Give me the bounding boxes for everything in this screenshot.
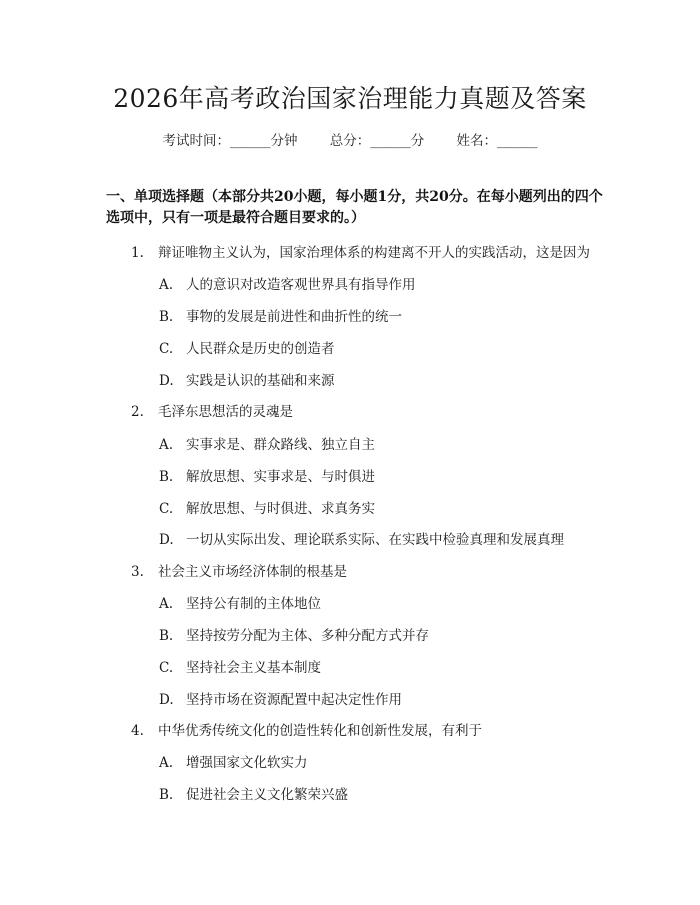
option-letter: B. xyxy=(159,628,174,644)
question-stem: 中华优秀传统文化的创造性转化和创新性发展，有利于 xyxy=(158,723,482,739)
option-text: 增强国家文化软实力 xyxy=(186,755,308,771)
option-4a xyxy=(159,753,308,773)
exam-time-unit: 分钟 xyxy=(270,133,298,149)
option-letter: C. xyxy=(159,341,174,357)
option-1b xyxy=(159,307,402,327)
question-stem: 毛泽东思想活的灵魂是 xyxy=(158,404,293,420)
option-3b xyxy=(159,626,429,646)
option-letter: C. xyxy=(159,660,174,676)
section-heading: 一、单项选择题（本部分共20小题，每小题1分，共20分。在每小题列出的四个选项中，只有一项是最符合题目要求的。） xyxy=(106,189,603,226)
option-2d xyxy=(159,530,564,550)
question-number: 4. xyxy=(131,723,144,739)
option-letter: D. xyxy=(159,532,174,548)
question-number: 2. xyxy=(131,404,144,420)
option-letter: C. xyxy=(159,501,174,517)
option-3d xyxy=(159,690,402,710)
exam-time-field xyxy=(162,131,297,151)
exam-meta xyxy=(0,131,700,151)
question-number: 3. xyxy=(131,564,144,580)
option-2a xyxy=(159,435,375,455)
option-2b xyxy=(159,467,375,487)
option-text: 事物的发展是前进性和曲折性的统一 xyxy=(186,309,402,325)
option-letter: B. xyxy=(159,787,174,803)
question-2 xyxy=(131,402,293,422)
option-4b xyxy=(159,785,348,805)
student-name-label: 姓名： xyxy=(456,133,498,149)
option-text: 坚持公有制的主体地位 xyxy=(186,596,321,612)
option-letter: A. xyxy=(159,437,174,453)
option-letter: D. xyxy=(159,373,174,389)
page-title: 2026年高考政治国家治理能力真题及答案 xyxy=(113,84,587,113)
option-letter: B. xyxy=(159,309,174,325)
option-text: 人民群众是历史的创造者 xyxy=(186,341,335,357)
total-score-unit: 分 xyxy=(410,133,425,149)
option-letter: A. xyxy=(159,277,174,293)
option-letter: A. xyxy=(159,596,174,612)
question-4 xyxy=(131,721,482,741)
option-text: 人的意识对改造客观世界具有指导作用 xyxy=(186,277,416,293)
option-1d xyxy=(159,371,335,391)
question-number: 1. xyxy=(131,245,144,261)
option-text: 解放思想、与时俱进、求真务实 xyxy=(186,501,375,517)
student-name-blank: ______ xyxy=(497,133,538,149)
student-name-field xyxy=(457,131,538,151)
question-stem: 社会主义市场经济体制的根基是 xyxy=(158,564,347,580)
option-text: 实践是认识的基础和来源 xyxy=(186,373,335,389)
exam-time-blank: ______ xyxy=(229,133,271,149)
option-text: 坚持社会主义基本制度 xyxy=(186,660,321,676)
option-letter: A. xyxy=(159,755,174,771)
option-text: 实事求是、群众路线、独立自主 xyxy=(186,437,375,453)
option-1a xyxy=(159,275,416,295)
option-text: 解放思想、实事求是、与时俱进 xyxy=(186,469,375,485)
option-letter: D. xyxy=(159,692,174,708)
option-letter: B. xyxy=(159,469,174,485)
option-3a xyxy=(159,594,321,614)
option-2c xyxy=(159,499,375,519)
total-score-blank: ______ xyxy=(370,133,411,149)
option-text: 坚持市场在资源配置中起决定性作用 xyxy=(186,692,402,708)
question-1 xyxy=(131,243,590,263)
option-1c xyxy=(159,339,335,359)
option-text: 坚持按劳分配为主体、多种分配方式并存 xyxy=(186,628,429,644)
question-stem: 辩证唯物主义认为，国家治理体系的构建离不开人的实践活动，这是因为 xyxy=(158,245,590,261)
total-score-label: 总分： xyxy=(329,133,371,149)
exam-time-label: 考试时间： xyxy=(162,133,230,149)
option-text: 一切从实际出发、理论联系实际、在实践中检验真理和发展真理 xyxy=(186,532,564,548)
total-score-field xyxy=(330,131,425,151)
option-text: 促进社会主义文化繁荣兴盛 xyxy=(186,787,348,803)
option-3c xyxy=(159,658,321,678)
question-3 xyxy=(131,562,347,582)
